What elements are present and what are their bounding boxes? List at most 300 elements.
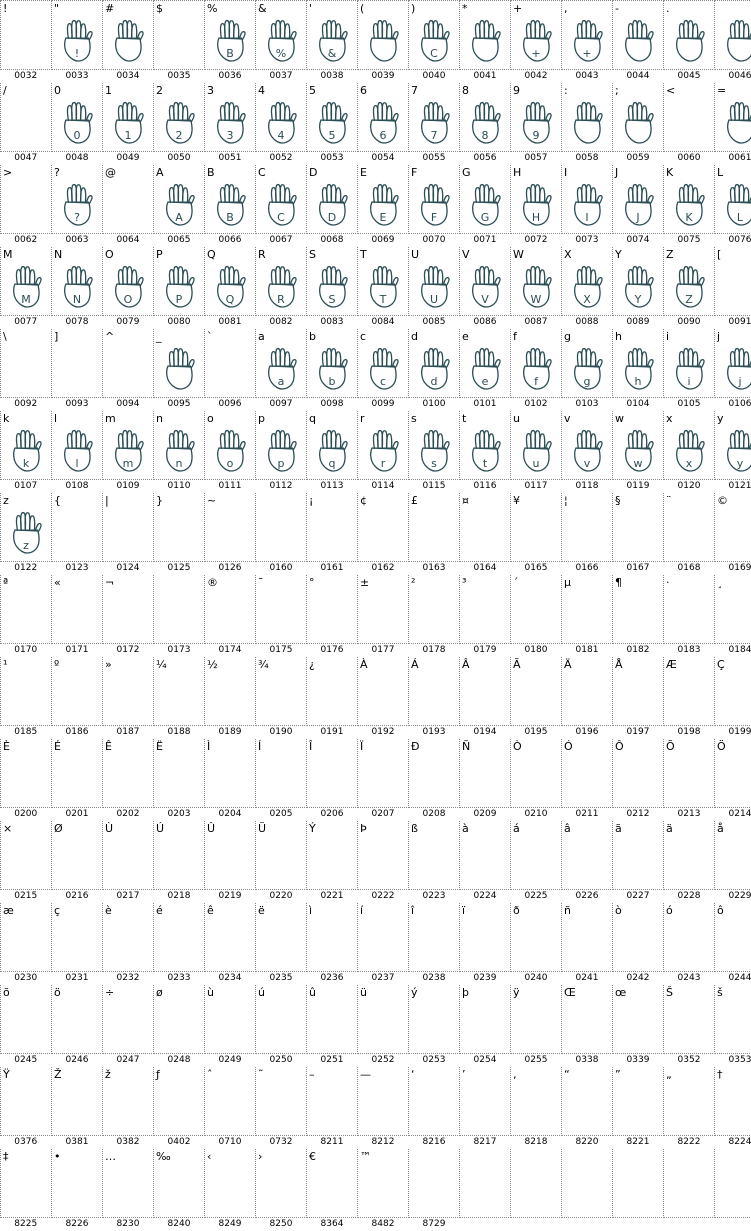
charmap-cell[interactable] — [1, 165, 52, 234]
charmap-cell[interactable] — [358, 493, 409, 562]
charmap-cell[interactable] — [460, 247, 511, 316]
charmap-cell[interactable] — [154, 1149, 205, 1218]
charmap-code-cell — [1, 398, 52, 412]
charmap-cell[interactable] — [664, 329, 715, 398]
charmap-cell[interactable] — [562, 821, 613, 890]
charmap-cell[interactable] — [358, 329, 409, 398]
charmap-cell[interactable] — [307, 83, 358, 152]
charmap-cell[interactable] — [664, 575, 715, 644]
charmap-cell[interactable] — [664, 821, 715, 890]
charmap-cell[interactable] — [205, 411, 256, 480]
charmap-cell[interactable] — [358, 165, 409, 234]
charmap-cell[interactable] — [409, 1149, 460, 1218]
empty-glyph-slot — [562, 835, 612, 885]
charmap-cell[interactable] — [715, 329, 751, 398]
charmap-cell[interactable] — [715, 83, 751, 152]
charmap-cell[interactable] — [511, 657, 562, 726]
charmap-cell[interactable] — [103, 985, 154, 1054]
empty-glyph-slot — [256, 999, 306, 1049]
charmap-cell[interactable] — [52, 165, 103, 234]
empty-glyph-slot — [1, 1163, 51, 1213]
charmap-cell[interactable] — [511, 411, 562, 480]
charmap-cell[interactable] — [307, 985, 358, 1054]
charmap-code-cell — [460, 562, 511, 576]
charmap-code-cell — [613, 70, 664, 84]
charmap-cell[interactable] — [154, 411, 205, 480]
charmap-cell[interactable] — [460, 411, 511, 480]
charmap-code-label: 0205 — [256, 809, 306, 820]
charmap-cell[interactable] — [52, 739, 103, 808]
charmap-cell[interactable] — [664, 739, 715, 808]
charmap-cell[interactable] — [205, 657, 256, 726]
charmap-code-label: 0050 — [154, 153, 204, 164]
hand-glyph-icon — [715, 97, 751, 147]
charmap-cell-char: U — [409, 247, 459, 261]
charmap-cell[interactable] — [511, 1, 562, 70]
charmap-cell[interactable] — [52, 83, 103, 152]
charmap-cell[interactable] — [511, 493, 562, 562]
svg-text:C: C — [430, 47, 438, 60]
hand-glyph-icon — [154, 261, 204, 311]
charmap-cell[interactable] — [460, 83, 511, 152]
charmap-cell[interactable] — [511, 83, 562, 152]
charmap-cell[interactable] — [256, 165, 307, 234]
charmap-cell[interactable] — [715, 493, 751, 562]
charmap-cell[interactable] — [307, 165, 358, 234]
charmap-cell[interactable] — [409, 903, 460, 972]
charmap-cell[interactable] — [562, 657, 613, 726]
charmap-cell[interactable] — [613, 493, 664, 562]
charmap-cell[interactable] — [562, 1149, 613, 1218]
charmap-code-label: 0251 — [307, 1055, 357, 1066]
charmap-cell[interactable] — [1, 83, 52, 152]
charmap-cell[interactable] — [511, 739, 562, 808]
charmap-cell[interactable] — [409, 739, 460, 808]
charmap-cell[interactable] — [460, 165, 511, 234]
charmap-cell[interactable] — [1, 739, 52, 808]
charmap-cell[interactable] — [562, 493, 613, 562]
charmap-cell[interactable] — [460, 985, 511, 1054]
charmap-cell[interactable] — [409, 821, 460, 890]
charmap-cell[interactable] — [256, 657, 307, 726]
charmap-cell[interactable] — [562, 411, 613, 480]
charmap-cell[interactable] — [358, 83, 409, 152]
charmap-cell[interactable] — [409, 247, 460, 316]
charmap-cell[interactable] — [154, 739, 205, 808]
charmap-cell[interactable] — [205, 739, 256, 808]
charmap-cell[interactable] — [562, 247, 613, 316]
charmap-cell[interactable] — [1, 903, 52, 972]
hand-glyph-icon — [307, 97, 357, 147]
charmap-cell[interactable] — [1, 821, 52, 890]
charmap-code-cell — [460, 316, 511, 330]
charmap-cell-char: Ý — [307, 821, 357, 835]
empty-glyph-slot — [52, 589, 102, 639]
charmap-cell[interactable] — [256, 1067, 307, 1136]
charmap-cell[interactable] — [511, 903, 562, 972]
charmap-cell[interactable] — [205, 985, 256, 1054]
charmap-cell[interactable] — [715, 165, 751, 234]
charmap-cell-char: É — [52, 739, 102, 753]
charmap-cell[interactable] — [664, 1149, 715, 1218]
charmap-cell[interactable] — [664, 411, 715, 480]
charmap-cell[interactable] — [256, 493, 307, 562]
charmap-cell[interactable] — [103, 411, 154, 480]
empty-glyph-slot — [103, 999, 153, 1049]
charmap-cell[interactable] — [52, 493, 103, 562]
charmap-cell[interactable] — [52, 247, 103, 316]
charmap-code-label: 0238 — [409, 973, 459, 984]
empty-glyph-slot — [409, 589, 459, 639]
charmap-cell[interactable] — [511, 821, 562, 890]
charmap-cell[interactable] — [409, 1067, 460, 1136]
charmap-cell[interactable] — [460, 903, 511, 972]
charmap-cell[interactable] — [358, 411, 409, 480]
charmap-code-cell — [664, 562, 715, 576]
charmap-cell[interactable] — [154, 247, 205, 316]
empty-glyph-slot — [664, 589, 714, 639]
svg-text:a: a — [278, 375, 285, 388]
charmap-cell-char: d — [409, 329, 459, 343]
charmap-cell[interactable] — [460, 821, 511, 890]
charmap-cell-char: t — [460, 411, 510, 425]
charmap-cell[interactable] — [307, 329, 358, 398]
charmap-cell[interactable] — [613, 1067, 664, 1136]
charmap-cell-char: C — [256, 165, 306, 179]
charmap-cell[interactable] — [613, 985, 664, 1054]
charmap-code-cell — [205, 234, 256, 248]
charmap-cell[interactable] — [307, 1, 358, 70]
charmap-cell[interactable] — [511, 165, 562, 234]
charmap-cell[interactable] — [205, 165, 256, 234]
charmap-code-label: 0381 — [52, 1137, 102, 1148]
charmap-cell[interactable] — [154, 985, 205, 1054]
charmap-cell[interactable] — [715, 657, 751, 726]
charmap-cell[interactable] — [613, 329, 664, 398]
charmap-cell[interactable] — [103, 83, 154, 152]
charmap-cell[interactable] — [1, 329, 52, 398]
charmap-cell[interactable] — [511, 247, 562, 316]
charmap-cell[interactable] — [103, 739, 154, 808]
charmap-cell[interactable] — [613, 575, 664, 644]
charmap-cell[interactable] — [154, 493, 205, 562]
charmap-cell[interactable] — [1, 493, 52, 562]
charmap-cell[interactable] — [511, 329, 562, 398]
charmap-cell[interactable] — [154, 83, 205, 152]
charmap-cell[interactable] — [715, 1067, 751, 1136]
charmap-code-cell — [358, 1136, 409, 1150]
charmap-cell[interactable] — [511, 985, 562, 1054]
charmap-cell[interactable] — [613, 903, 664, 972]
charmap-cell[interactable] — [613, 1, 664, 70]
charmap-cell[interactable] — [613, 821, 664, 890]
charmap-cell[interactable] — [103, 1149, 154, 1218]
charmap-cell[interactable] — [409, 985, 460, 1054]
charmap-cell[interactable] — [103, 493, 154, 562]
charmap-cell-char: Â — [460, 657, 510, 671]
charmap-cell[interactable] — [52, 985, 103, 1054]
charmap-cell[interactable] — [1, 247, 52, 316]
charmap-cell[interactable] — [664, 985, 715, 1054]
charmap-cell[interactable] — [460, 739, 511, 808]
charmap-cell[interactable] — [409, 657, 460, 726]
charmap-cell[interactable] — [409, 411, 460, 480]
charmap-cell[interactable] — [613, 165, 664, 234]
charmap-cell[interactable] — [460, 493, 511, 562]
charmap-cell[interactable] — [511, 1067, 562, 1136]
charmap-cell[interactable] — [52, 657, 103, 726]
charmap-cell[interactable] — [358, 985, 409, 1054]
charmap-cell[interactable] — [358, 247, 409, 316]
charmap-cell[interactable] — [154, 1, 205, 70]
charmap-cell[interactable] — [409, 329, 460, 398]
charmap-cell-char: ® — [205, 575, 255, 589]
charmap-code-cell — [664, 1054, 715, 1068]
charmap-cell[interactable] — [154, 657, 205, 726]
charmap-cell[interactable] — [358, 1, 409, 70]
charmap-code-cell — [103, 726, 154, 740]
charmap-code-label: 8212 — [358, 1137, 408, 1148]
charmap-code-cell — [1, 480, 52, 494]
charmap-cell[interactable] — [256, 739, 307, 808]
charmap-cell[interactable] — [256, 575, 307, 644]
charmap-cell-char: Y — [613, 247, 663, 261]
charmap-cell-char: H — [511, 165, 561, 179]
svg-text:I: I — [585, 211, 588, 224]
charmap-cell[interactable] — [307, 657, 358, 726]
charmap-cell[interactable] — [562, 575, 613, 644]
charmap-cell[interactable] — [307, 1067, 358, 1136]
charmap-cell[interactable] — [154, 903, 205, 972]
charmap-cell[interactable] — [256, 903, 307, 972]
charmap-cell[interactable] — [205, 821, 256, 890]
charmap-cell[interactable] — [664, 903, 715, 972]
charmap-cell[interactable] — [307, 411, 358, 480]
charmap-code-label: 0101 — [460, 399, 510, 410]
charmap-cell[interactable] — [103, 165, 154, 234]
charmap-code-cell — [205, 972, 256, 986]
charmap-cell[interactable] — [715, 985, 751, 1054]
charmap-cell[interactable] — [358, 903, 409, 972]
charmap-cell[interactable] — [460, 1067, 511, 1136]
charmap-code-cell — [154, 70, 205, 84]
charmap-cell[interactable] — [1, 1149, 52, 1218]
charmap-cell[interactable] — [307, 247, 358, 316]
charmap-cell[interactable] — [103, 903, 154, 972]
charmap-cell[interactable] — [664, 247, 715, 316]
charmap-code-cell — [460, 1218, 511, 1231]
charmap-cell[interactable] — [307, 739, 358, 808]
charmap-cell[interactable] — [307, 493, 358, 562]
charmap-cell[interactable] — [154, 575, 205, 644]
charmap-code-cell — [154, 1136, 205, 1150]
charmap-cell[interactable] — [205, 83, 256, 152]
charmap-cell[interactable] — [715, 575, 751, 644]
charmap-cell[interactable] — [460, 575, 511, 644]
charmap-cell-char: Î — [307, 739, 357, 753]
empty-glyph-slot — [52, 999, 102, 1049]
charmap-cell[interactable] — [1, 657, 52, 726]
charmap-cell[interactable] — [613, 411, 664, 480]
charmap-cell[interactable] — [664, 165, 715, 234]
charmap-cell[interactable] — [409, 165, 460, 234]
charmap-cell[interactable] — [307, 1149, 358, 1218]
charmap-code-label: 8240 — [154, 1219, 204, 1230]
charmap-code-label: 8226 — [52, 1219, 102, 1230]
charmap-cell[interactable] — [613, 657, 664, 726]
charmap-cell[interactable] — [205, 329, 256, 398]
charmap-cell[interactable] — [358, 575, 409, 644]
charmap-cell[interactable] — [358, 1149, 409, 1218]
charmap-cell[interactable] — [1, 1, 52, 70]
charmap-cell[interactable] — [256, 411, 307, 480]
charmap-cell[interactable] — [664, 1, 715, 70]
charmap-cell[interactable] — [205, 903, 256, 972]
charmap-cell[interactable] — [715, 411, 751, 480]
charmap-cell[interactable] — [409, 1, 460, 70]
charmap-cell[interactable] — [460, 329, 511, 398]
charmap-code-cell — [307, 808, 358, 822]
empty-glyph-slot — [511, 671, 561, 721]
charmap-cell[interactable] — [52, 1, 103, 70]
charmap-cell[interactable] — [256, 1149, 307, 1218]
hand-glyph-icon — [664, 15, 714, 65]
charmap-cell[interactable] — [52, 575, 103, 644]
hand-glyph-icon — [358, 15, 408, 65]
charmap-cell[interactable] — [358, 657, 409, 726]
charmap-cell[interactable] — [613, 247, 664, 316]
charmap-cell[interactable] — [52, 1067, 103, 1136]
charmap-cell[interactable] — [409, 575, 460, 644]
charmap-cell-char: . — [664, 1, 714, 15]
charmap-cell[interactable] — [52, 1149, 103, 1218]
charmap-cell[interactable] — [205, 493, 256, 562]
charmap-cell[interactable] — [715, 903, 751, 972]
charmap-code-label: 0233 — [154, 973, 204, 984]
charmap-cell-char: & — [256, 1, 306, 15]
charmap-code-cell — [205, 1054, 256, 1068]
charmap-cell[interactable] — [256, 1, 307, 70]
charmap-cell[interactable] — [52, 411, 103, 480]
charmap-code-label: 0232 — [103, 973, 153, 984]
empty-glyph-slot — [154, 917, 204, 967]
charmap-cell[interactable] — [409, 493, 460, 562]
charmap-cell[interactable] — [307, 821, 358, 890]
charmap-code-label: 0230 — [1, 973, 52, 984]
charmap-cell[interactable] — [307, 575, 358, 644]
charmap-cell[interactable] — [613, 1149, 664, 1218]
empty-glyph-slot — [52, 343, 102, 393]
charmap-cell[interactable] — [613, 83, 664, 152]
charmap-cell[interactable] — [103, 821, 154, 890]
charmap-cell[interactable] — [256, 329, 307, 398]
charmap-cell[interactable] — [511, 575, 562, 644]
charmap-cell[interactable] — [664, 1067, 715, 1136]
charmap-cell[interactable] — [256, 821, 307, 890]
charmap-cell[interactable] — [103, 575, 154, 644]
charmap-cell[interactable] — [664, 657, 715, 726]
charmap-code-label: 0200 — [1, 809, 52, 820]
charmap-cell-char: Ó — [562, 739, 612, 753]
charmap-cell[interactable] — [103, 1067, 154, 1136]
charmap-cell[interactable] — [460, 657, 511, 726]
charmap-cell[interactable] — [1, 411, 52, 480]
charmap-cell[interactable] — [205, 1, 256, 70]
charmap-code-cell — [460, 1054, 511, 1068]
charmap-code-label: 0058 — [562, 153, 612, 164]
charmap-cell[interactable] — [205, 1067, 256, 1136]
charmap-code-label: 0187 — [103, 727, 153, 738]
charmap-cell[interactable] — [562, 1, 613, 70]
charmap-cell[interactable] — [103, 1, 154, 70]
charmap-cell[interactable] — [460, 1149, 511, 1218]
charmap-cell-char: Ú — [154, 821, 204, 835]
charmap-cell[interactable] — [205, 575, 256, 644]
charmap-cell-char: ž — [103, 1067, 153, 1081]
charmap-cell[interactable] — [664, 493, 715, 562]
charmap-cell[interactable] — [562, 739, 613, 808]
charmap-cell[interactable] — [511, 1149, 562, 1218]
charmap-cell[interactable] — [256, 985, 307, 1054]
charmap-cell[interactable] — [154, 1067, 205, 1136]
charmap-cell[interactable] — [154, 329, 205, 398]
charmap-cell[interactable] — [52, 821, 103, 890]
charmap-cell[interactable] — [358, 739, 409, 808]
charmap-cell[interactable] — [715, 1149, 751, 1218]
charmap-cell[interactable] — [562, 83, 613, 152]
charmap-cell[interactable] — [154, 165, 205, 234]
charmap-cell[interactable] — [562, 165, 613, 234]
charmap-code-row — [1, 972, 751, 986]
charmap-code-cell — [52, 808, 103, 822]
charmap-cell[interactable] — [307, 903, 358, 972]
charmap-cell[interactable] — [52, 329, 103, 398]
charmap-cell[interactable] — [715, 1, 751, 70]
charmap-cell[interactable] — [460, 1, 511, 70]
charmap-cell[interactable] — [562, 985, 613, 1054]
charmap-cell[interactable] — [103, 247, 154, 316]
charmap-cell[interactable] — [256, 83, 307, 152]
charmap-cell[interactable] — [358, 821, 409, 890]
charmap-cell-char: ƒ — [154, 1067, 204, 1081]
charmap-cell[interactable] — [562, 903, 613, 972]
charmap-code-cell — [154, 562, 205, 576]
charmap-cell[interactable] — [613, 739, 664, 808]
charmap-cell[interactable] — [103, 657, 154, 726]
charmap-code-cell — [154, 890, 205, 904]
charmap-cell[interactable] — [409, 83, 460, 152]
charmap-cell[interactable] — [562, 329, 613, 398]
charmap-code-label: 0225 — [511, 891, 561, 902]
charmap-cell[interactable] — [1, 985, 52, 1054]
charmap-cell[interactable] — [205, 247, 256, 316]
charmap-cell[interactable] — [205, 1149, 256, 1218]
charmap-cell[interactable] — [1, 1067, 52, 1136]
charmap-cell[interactable] — [715, 821, 751, 890]
charmap-cell[interactable] — [52, 903, 103, 972]
charmap-cell[interactable] — [103, 329, 154, 398]
charmap-cell[interactable] — [1, 575, 52, 644]
charmap-cell[interactable] — [154, 821, 205, 890]
charmap-cell[interactable] — [664, 83, 715, 152]
charmap-cell[interactable] — [715, 739, 751, 808]
charmap-cell[interactable] — [562, 1067, 613, 1136]
charmap-code-row — [1, 1136, 751, 1150]
charmap-code-label: 0108 — [52, 481, 102, 492]
charmap-cell[interactable] — [256, 247, 307, 316]
charmap-cell[interactable] — [715, 247, 751, 316]
charmap-cell[interactable] — [358, 1067, 409, 1136]
